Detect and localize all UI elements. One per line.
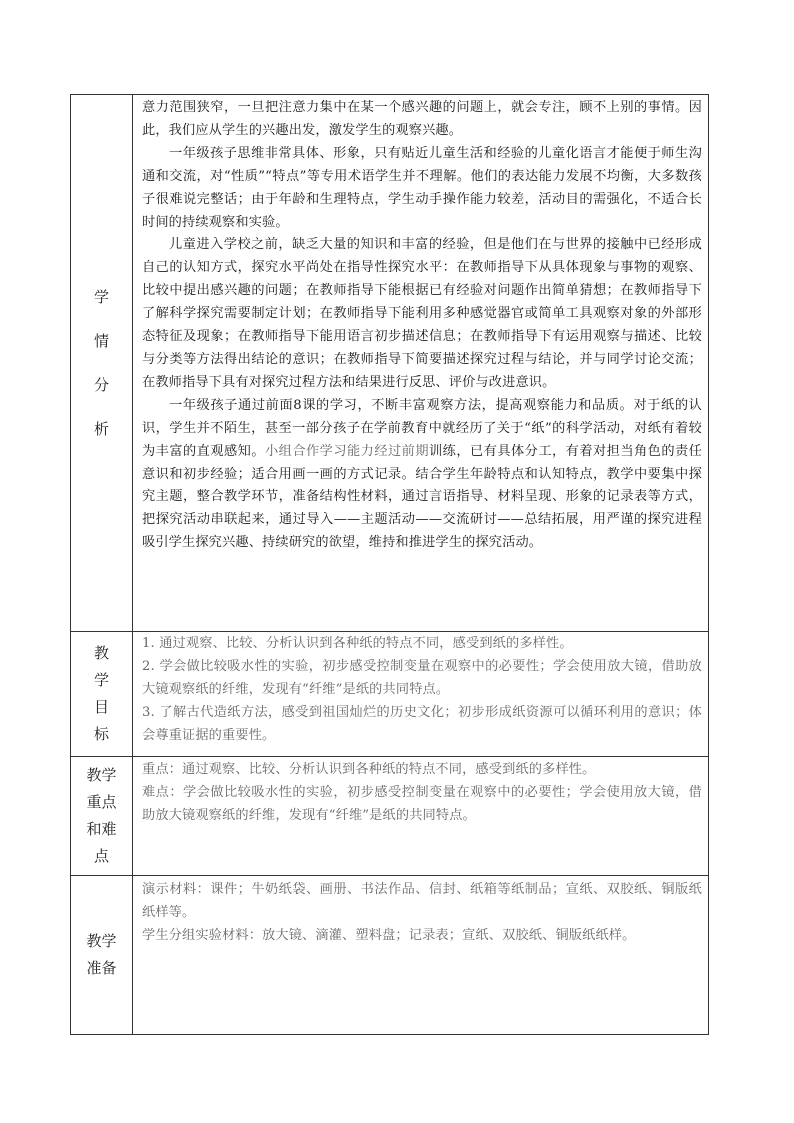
label-teaching-preparation xyxy=(71,876,133,1035)
label-char: 教 xyxy=(93,644,109,662)
label-char: 点 xyxy=(93,847,109,865)
teaching-goals-content xyxy=(133,632,709,757)
label-char: 教学 xyxy=(86,932,117,950)
label-char: 教学 xyxy=(86,766,117,784)
label-char: 准备 xyxy=(86,959,117,977)
row-teaching-goals xyxy=(71,632,709,757)
label-teaching-goals xyxy=(71,632,133,757)
analysis-paragraph xyxy=(142,395,702,555)
student-analysis-content xyxy=(133,95,709,632)
label-char: 学 xyxy=(93,671,109,689)
key-point-text: 重点：通过观察、比较、分析认识到各种纸的特点不同，感受到纸的多样性。 xyxy=(142,762,596,777)
difficult-point-text: 难点：学会做比较吸水性的实验，初步感受控制变量在观察中的必要性；学会使用放大镜，借助放大镜观察纸的纤维，发现有“纤维”是纸的共同特点。 xyxy=(142,784,702,823)
goal-item: 3. 了解古代造纸方法，感受到祖国灿烂的历史文化；初步形成纸资源可以循环利用的意识；体会尊重证据的重要性。 xyxy=(142,704,702,743)
label-student-analysis xyxy=(71,95,133,632)
label-char: 分 xyxy=(93,376,109,394)
row-student-analysis xyxy=(71,95,709,632)
group-materials-text: 学生分组实验材料：放大镜、滴灌、塑料盘；记录表；宣纸、双胶纸、铜版纸纸样。 xyxy=(142,927,636,943)
label-char: 情 xyxy=(93,332,109,350)
analysis-text: 训练，已有具体分工，有着对担当角色的责任意识和初步经验；适合用画一画的方式记录。结合学生年龄特点和认知特点，教学中要集中探究主题，整合教学环节，准备结构性材料，通过言语指导、材料呈现、形象的记录表等方式，把探究活动串联起来，通过导入——主题活动——交流研讨——总结拓展，用严谨的探究进程吸引学生探究兴趣、持续研究的欲望，维持和推进学生的探究活动。 xyxy=(142,443,702,551)
label-char: 标 xyxy=(93,725,109,743)
teaching-preparation-content xyxy=(133,876,709,1035)
row-teaching-preparation xyxy=(71,876,709,1035)
label-char: 目 xyxy=(93,698,109,716)
analysis-text-gray: 小组合作学习能力经过前期 xyxy=(265,443,429,459)
label-char: 析 xyxy=(93,420,109,438)
analysis-paragraph: 意力范围狭窄，一旦把注意力集中在某一个感兴趣的问题上，就会专注，顾不上别的事情。因此，我们应从学生的兴趣出发，激发学生的观察兴趣。 xyxy=(142,100,702,138)
demo-materials-text: 演示材料：课件；牛奶纸袋、画册、书法作品、信封、纸箱等纸制品；宣纸、双胶纸、铜版纸纸样等。 xyxy=(142,882,702,920)
lesson-plan-table xyxy=(70,94,709,1035)
analysis-paragraph: 儿童进入学校之前，缺乏大量的知识和丰富的经验，但是他们在与世界的接触中已经形成自己的认知方式，探究水平尚处在指导性探究水平：在教师指导下从具体现象与事物的观察、比较中提出感兴趣的问题；在教师指导下能根据已有经验对问题作出简单猜想；在教师指导下了解科学探究需要制定计划；在教师指导下能利用多种感觉器官或简单工具观察对象的外部形态特征及现象；在教师指导下能用语言初步描述信息；在教师指导下有运用观察与描述、比较与分类等方法得出结论的意识；在教师指导下简要描述探究过程与结论，并与同学讨论交流；在教师指导下具有对探究过程方法和结果进行反思、评价与改进意识。 xyxy=(142,237,702,390)
key-difficult-points-content xyxy=(133,757,709,876)
label-char: 和难 xyxy=(86,820,117,838)
goal-item: 2. 学会做比较吸水性的实验，初步感受控制变量在观察中的必要性；学会使用放大镜，借助放大镜观察纸的纤维，发现有“纤维”是纸的共同特点。 xyxy=(142,658,702,697)
analysis-text: 一年级孩子通过前面8课的学习，不断丰富观察方法，提高观察能力和品质。对于纸的认识，学生并不陌生，甚至一部分孩子在学前教育中就经历了关于“纸”的科学活动，对纸有着较为丰富的直观感知。 xyxy=(142,397,702,459)
label-char: 学 xyxy=(93,288,109,306)
row-key-difficult-points xyxy=(71,757,709,876)
label-char: 重点 xyxy=(86,793,117,811)
analysis-paragraph: 一年级孩子思维非常具体、形象，只有贴近儿童生活和经验的儿童化语言才能便于师生沟通和交流，对“性质”“特点”等专用术语学生并不理解。他们的表达能力发展不均衡，大多数孩子很难说完整话；由于年龄和生理特点，学生动手操作能力较差，活动目的需强化，不适合长时间的持续观察和实验。 xyxy=(142,145,702,230)
label-key-difficult-points xyxy=(71,757,133,876)
goal-item: 1. 通过观察、比较、分析认识到各种纸的特点不同，感受到纸的多样性。 xyxy=(142,636,573,651)
